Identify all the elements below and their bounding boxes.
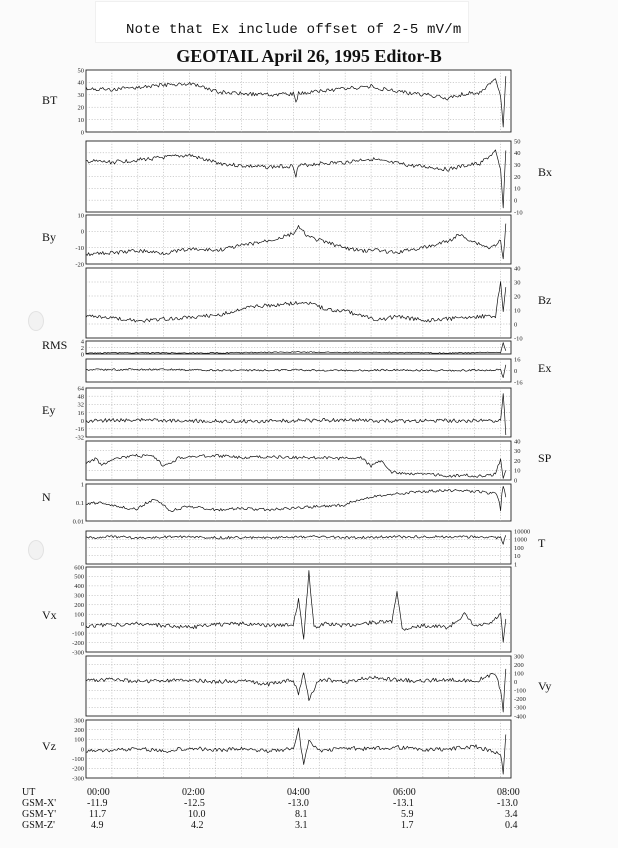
tick-label: 600 <box>74 564 84 572</box>
tick-label: 0 <box>514 197 518 205</box>
tick-label: 30 <box>514 279 521 287</box>
tick-label: -400 <box>514 713 526 721</box>
panel-rms <box>42 338 511 358</box>
panel-label: Ex <box>538 361 552 375</box>
footer-gsm-y: 5.9 <box>401 809 414 820</box>
panel-label: RMS <box>42 338 68 352</box>
footer-gsm-z: 1.7 <box>401 820 414 831</box>
tick-label: 0 <box>80 129 84 137</box>
tick-label: 0 <box>514 321 518 329</box>
tick-label: 0 <box>514 367 518 375</box>
tick-label: 200 <box>74 602 84 610</box>
tick-label: -10 <box>514 209 523 217</box>
note-text: Note that Ex include offset of 2-5 mV/m <box>126 22 462 38</box>
tick-label: 0 <box>514 679 518 687</box>
footer-gsm-y: 8.1 <box>295 809 308 820</box>
tick-label: 100 <box>74 736 84 744</box>
panel-label: Vx <box>42 608 57 622</box>
tick-label: 40 <box>514 150 521 158</box>
panel-vz <box>42 717 511 782</box>
panel-label: Vz <box>42 739 56 753</box>
tick-label: 20 <box>514 293 521 301</box>
tick-label: 0.1 <box>75 499 84 507</box>
tick-label: 30 <box>77 92 84 100</box>
tick-label: 40 <box>77 79 84 87</box>
tick-label: 100 <box>514 670 524 678</box>
tick-label: 10 <box>77 212 84 220</box>
tick-label: -20 <box>75 261 84 269</box>
tick-label: 64 <box>77 385 84 393</box>
footer-row-label: GSM-Y' <box>22 809 57 820</box>
panel-bx <box>86 138 552 216</box>
tick-label: 1 <box>514 561 518 569</box>
panel-label: Ey <box>42 403 56 417</box>
tick-label: -200 <box>72 765 84 773</box>
footer-gsm-z: 4.2 <box>191 820 204 831</box>
tick-label: 0 <box>514 477 518 485</box>
footer-ut: 06:00 <box>393 787 416 798</box>
panel-frame <box>86 567 511 652</box>
footer-gsm-x: -13.0 <box>497 798 518 809</box>
tick-label: -100 <box>72 755 84 763</box>
footer-ut: 08:00 <box>497 787 520 798</box>
panel-label: SP <box>538 451 552 465</box>
panel-by <box>42 212 511 268</box>
tick-label: 0.01 <box>72 518 84 526</box>
tick-label: 200 <box>514 661 524 669</box>
footer-gsm-z: 3.1 <box>295 820 308 831</box>
tick-label: 2 <box>80 344 84 352</box>
panel-label: Vy <box>538 679 552 693</box>
tick-label: 300 <box>514 653 524 661</box>
tick-label: 40 <box>514 265 521 273</box>
footer-gsm-x: -13.1 <box>393 798 414 809</box>
footer-gsm-x: -11.9 <box>87 798 108 809</box>
panel-label: N <box>42 490 51 504</box>
footer-row-label: GSM-Z' <box>22 820 55 831</box>
panel-frame <box>86 215 511 264</box>
tick-label: 0 <box>80 351 84 359</box>
panel-vx <box>42 564 511 656</box>
panel-ex <box>86 356 551 386</box>
tick-label: 10 <box>514 467 521 475</box>
tick-label: 4 <box>80 338 84 346</box>
panel-label: BT <box>42 93 58 107</box>
panel-label: Bx <box>538 165 553 179</box>
tick-label: -200 <box>72 639 84 647</box>
tick-label: 30 <box>514 161 521 169</box>
footer-gsm-z: 0.4 <box>505 820 518 831</box>
tick-label: -100 <box>72 630 84 638</box>
tick-label: 500 <box>74 573 84 581</box>
tick-label: -100 <box>514 687 526 695</box>
tick-label: 1 <box>80 481 84 489</box>
tick-label: -300 <box>514 704 526 712</box>
panel-vy <box>86 653 551 720</box>
footer-gsm-y: 10.0 <box>188 809 206 820</box>
panel-label: T <box>538 536 546 550</box>
tick-label: 0 <box>80 746 84 754</box>
tick-label: 300 <box>74 717 84 725</box>
tick-label: 16 <box>514 356 521 364</box>
tick-label: 20 <box>514 173 521 181</box>
footer-ut: 02:00 <box>182 787 205 798</box>
tick-label: 300 <box>74 592 84 600</box>
tick-label: 0 <box>80 417 84 425</box>
tick-label: 1000 <box>514 536 527 544</box>
tick-label: 10 <box>514 553 521 561</box>
panel-sp <box>86 438 552 484</box>
tick-label: 16 <box>77 409 84 417</box>
tick-label: -300 <box>72 649 84 657</box>
panel-bt <box>42 67 511 136</box>
tick-label: 30 <box>514 448 521 456</box>
panel-bz <box>86 265 551 342</box>
panel-n <box>42 481 511 525</box>
tick-label: 10 <box>514 307 521 315</box>
panel-label: Bz <box>538 293 552 307</box>
tick-label: 200 <box>74 726 84 734</box>
footer-row-label: UT <box>22 787 36 798</box>
tick-label: -16 <box>514 379 523 387</box>
tick-label: 100 <box>74 611 84 619</box>
tick-label: -10 <box>75 244 84 252</box>
footer-gsm-y: 3.4 <box>505 809 518 820</box>
tick-label: -32 <box>75 434 84 442</box>
tick-label: -200 <box>514 696 526 704</box>
footer-gsm-x: -12.5 <box>184 798 205 809</box>
panel-label: By <box>42 230 57 244</box>
footer-gsm-y: 11.7 <box>89 809 107 820</box>
panel-frame <box>86 656 511 716</box>
tick-label: 20 <box>514 457 521 465</box>
footer-row-label: GSM-X' <box>22 798 57 809</box>
tick-label: 10 <box>514 185 521 193</box>
tick-label: 100 <box>514 544 524 552</box>
tick-label: 48 <box>77 393 84 401</box>
tick-label: 32 <box>77 401 84 409</box>
tick-label: 50 <box>514 138 521 146</box>
chart-title: GEOTAIL April 26, 1995 Editor-B <box>176 46 442 66</box>
footer-ut: 04:00 <box>287 787 310 798</box>
tick-label: 400 <box>74 583 84 591</box>
tick-label: 20 <box>77 104 84 112</box>
footer-gsm-x: -13.0 <box>288 798 309 809</box>
tick-label: 10000 <box>514 528 531 536</box>
footer-ut: 00:00 <box>87 787 110 798</box>
tick-label: -10 <box>514 335 523 343</box>
footer-gsm-z: 4.9 <box>91 820 104 831</box>
tick-label: 50 <box>77 67 84 75</box>
tick-label: 0 <box>80 228 84 236</box>
panel-ey <box>42 385 511 441</box>
panel-t <box>86 528 546 568</box>
tick-label: -16 <box>75 426 84 434</box>
tick-label: 10 <box>77 116 84 124</box>
tick-label: 40 <box>514 438 521 446</box>
tick-label: 0 <box>80 620 84 628</box>
tick-label: -300 <box>72 775 84 783</box>
panel-frame <box>86 70 511 132</box>
